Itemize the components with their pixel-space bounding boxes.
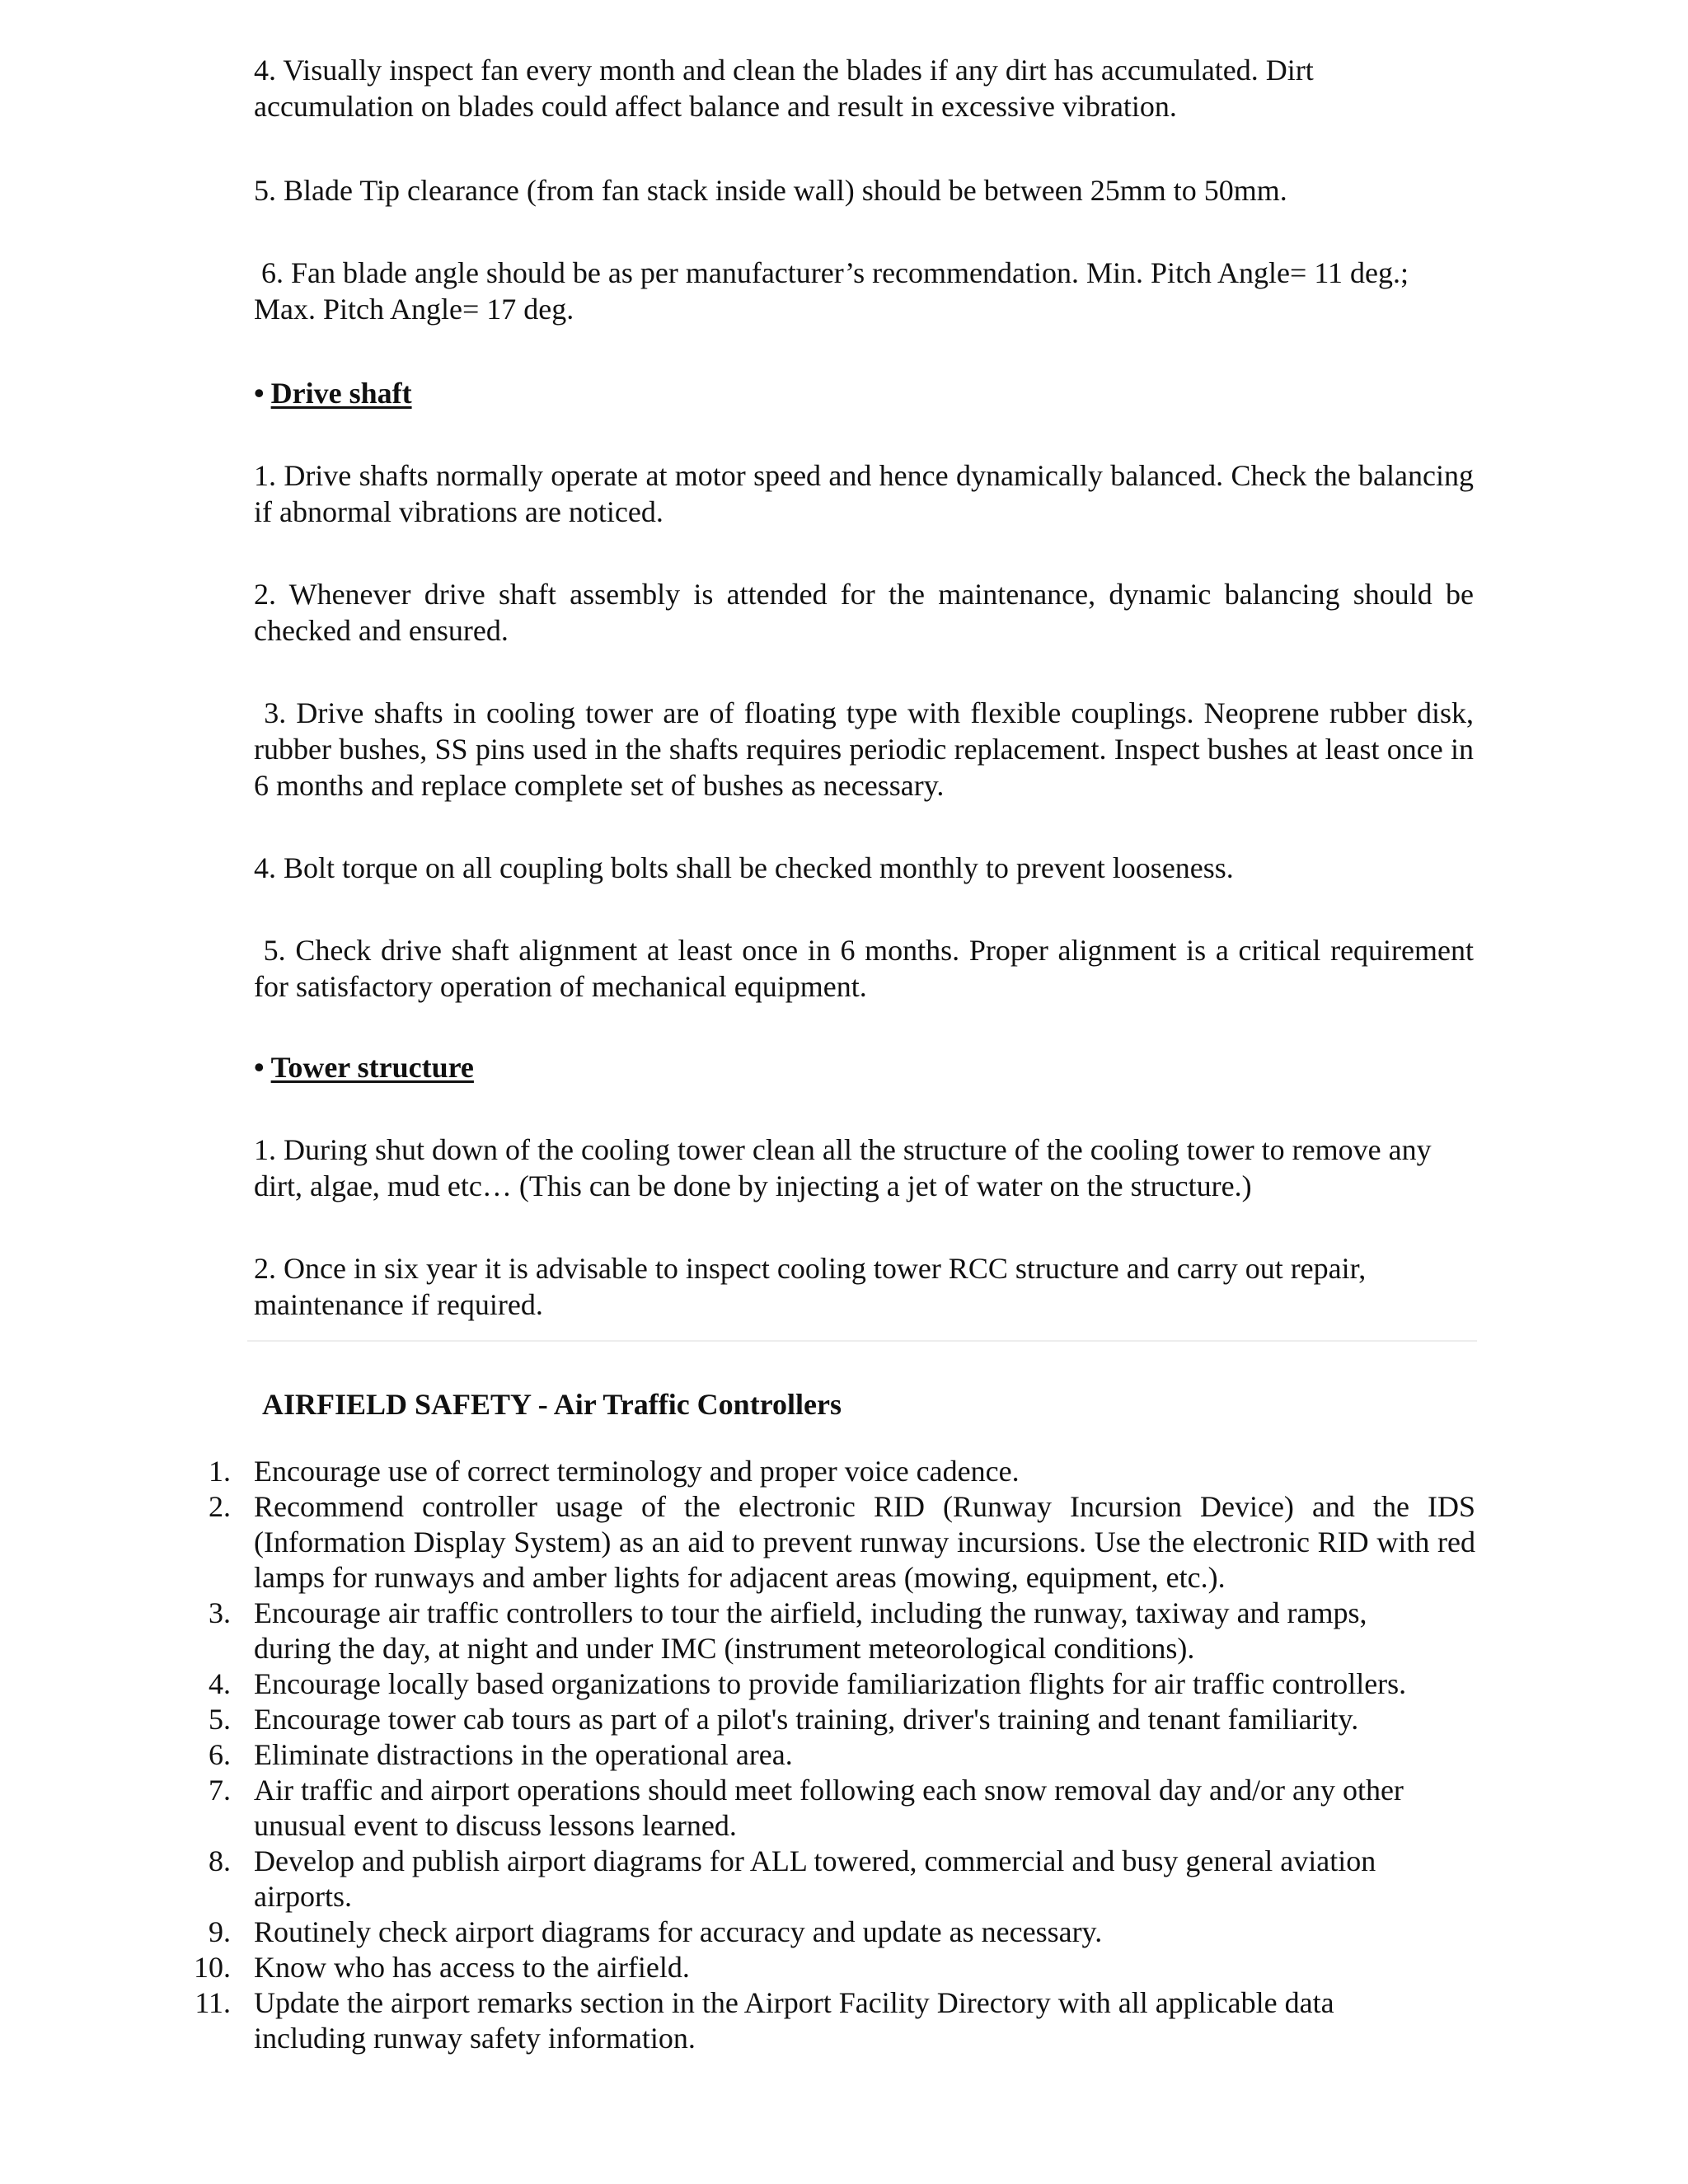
bullet-icon: •: [254, 1051, 265, 1084]
bullet-icon: •: [254, 377, 265, 410]
drive-shaft-heading-text: Drive shaft: [270, 377, 412, 410]
drive-shaft-item-5: 5. Check drive shaft alignment at least once in 6 months. Proper alignment is a critical requirement for satisfactory operation of mechanical equipment.: [254, 934, 1481, 1003]
section-divider: [247, 1340, 1477, 1342]
fan-item-4: 4. Visually inspect fan every month and clean the blades if any dirt has accumulated. Dirt accumulation on blades could affect balance and result in excessive vibration.: [254, 54, 1314, 123]
drive-shaft-item-2: 2. Whenever drive shaft assembly is attended for the maintenance, dynamic balancing should be checked and ensured.: [254, 578, 1474, 647]
list-item: 8. Develop and publish airport diagrams for ALL towered, commercial and busy general aviation airports.: [209, 1844, 1376, 1913]
list-item: 10. Know who has access to the airfield.: [194, 1951, 690, 1984]
drive-shaft-item-3: 3. Drive shafts in cooling tower are of floating type with flexible couplings. Neoprene rubber disk, rubber bushes, SS pins used in the shafts requires periodic replacement. Inspect bushes at least once in 6 months and replace complete set of bushes as necessary.: [254, 696, 1481, 802]
list-item: 9. Routinely check airport diagrams for accuracy and update as necessary.: [209, 1915, 1103, 1948]
drive-shaft-heading: [254, 375, 412, 411]
drive-shaft-item-4: 4. Bolt torque on all coupling bolts shall be checked monthly to prevent looseness.: [254, 851, 1234, 884]
tower-structure-item-1: 1. During shut down of the cooling tower clean all the structure of the cooling tower to remove any dirt, algae, mud etc… (This can be done by injecting a jet of water on the structure.): [254, 1133, 1432, 1202]
list-item: 1. Encourage use of correct terminology and proper voice cadence.: [209, 1455, 1020, 1488]
tower-structure-item-2: 2. Once in six year it is advisable to inspect cooling tower RCC structure and carry out repair, maintenance if required.: [254, 1252, 1367, 1321]
list-item: 11. Update the airport remarks section in the Airport Facility Directory with all applicable data including runway safety information.: [195, 1986, 1334, 2055]
drive-shaft-item-1: 1. Drive shafts normally operate at motor speed and hence dynamically balanced. Check the balancing if abnormal vibrations are noticed.: [254, 459, 1474, 528]
list-item: 6. Eliminate distractions in the operational area.: [209, 1738, 793, 1771]
tower-structure-heading: [254, 1049, 474, 1085]
fan-item-5: 5. Blade Tip clearance (from fan stack inside wall) should be between 25mm to 50mm.: [254, 174, 1287, 207]
list-item: 2. Recommend controller usage of the electronic RID (Runway Incursion Device) and the IDS (Information Display System) as an aid to prevent runway incursions. Use the electronic RID with red lamps for runways and amber lights for adjacent areas (mowing, equipment, etc.).: [209, 1490, 1475, 1594]
airfield-safety-list: [190, 1454, 1475, 2056]
fan-item-6: 6. Fan blade angle should be as per manufacturer’s recommendation. Min. Pitch Angle= 11 deg.; Max. Pitch Angle= 17 deg.: [254, 256, 1416, 326]
list-item: 3. Encourage air traffic controllers to tour the airfield, including the runway, taxiway and ramps, during the day, at night and under IMC (instrument meteorological conditions).: [209, 1596, 1367, 1665]
list-item: 4. Encourage locally based organizations to provide familiarization flights for air traffic controllers.: [209, 1667, 1407, 1700]
list-item: 7. Air traffic and airport operations should meet following each snow removal day and/or any other unusual event to discuss lessons learned.: [209, 1774, 1404, 1842]
list-item: 5. Encourage tower cab tours as part of a pilot's training, driver's training and tenant familiarity.: [209, 1703, 1359, 1736]
tower-structure-heading-text: Tower structure: [270, 1051, 474, 1084]
airfield-safety-title: AIRFIELD SAFETY - Air Traffic Controllers: [262, 1388, 842, 1421]
